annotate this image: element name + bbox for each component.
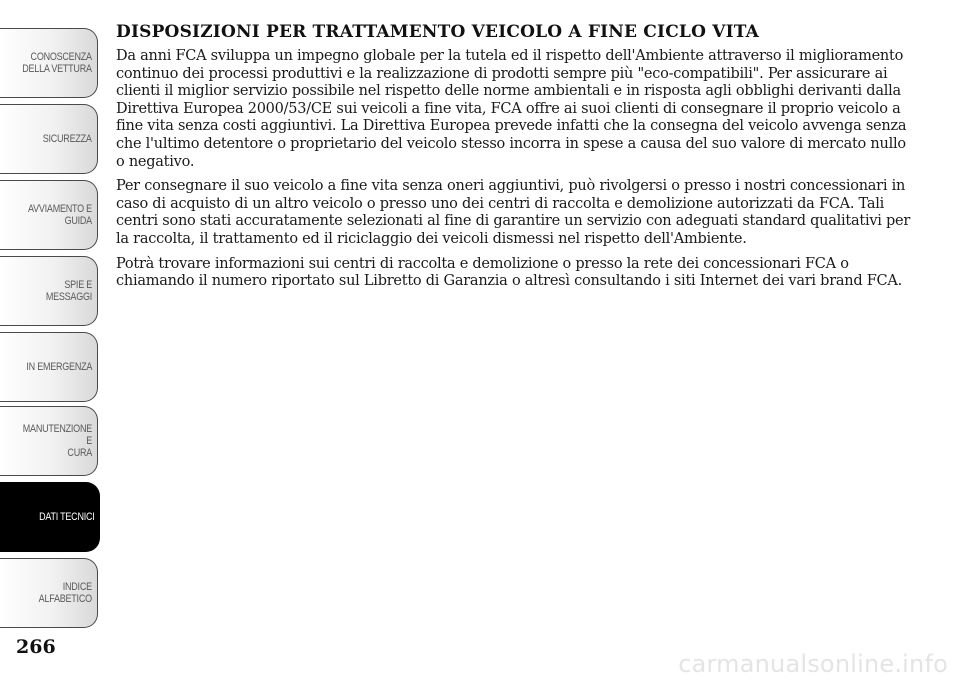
- tab-conoscenza-della-vettura[interactable]: [0, 28, 98, 98]
- tab-label: DATI TECNICI: [38, 511, 94, 523]
- page-number: 266: [16, 636, 56, 658]
- chapter-sidebar: [0, 0, 102, 640]
- tab-label: SICUREZZA: [43, 133, 92, 145]
- tab-label: AVVIAMENTO E GUIDA: [28, 203, 92, 227]
- tab-avviamento-e-guida[interactable]: [0, 180, 98, 250]
- tab-sicurezza[interactable]: [0, 104, 98, 174]
- tab-spie-e-messaggi[interactable]: [0, 256, 98, 326]
- tab-label: SPIE E MESSAGGI: [45, 279, 92, 303]
- page-content: [116, 22, 912, 298]
- tab-label: IN EMERGENZA: [26, 361, 92, 373]
- tab-label: INDICE ALFABETICO: [38, 581, 92, 605]
- watermark: carmanualsonline.info: [678, 650, 948, 678]
- tab-label: CONOSCENZA DELLA VETTURA: [22, 51, 93, 75]
- tab-manutenzione-e-cura[interactable]: [0, 406, 98, 476]
- tab-in-emergenza[interactable]: [0, 332, 98, 402]
- body-paragraph: Per consegnare il suo veicolo a fine vita senza oneri aggiuntivi, può rivolgersi o presso i nostri concessionari in caso di acquisto di un altro veicolo o presso uno dei centri di raccolta e demolizione autorizzati da FCA. Tali centri sono stati accuratamente selezionati al fine di garantire un servizio con adeguati standard qualitativi per la raccolta, il trattamento ed il riciclaggio dei veicoli dismessi nel rispetto dell'Ambiente.: [116, 178, 911, 247]
- body-paragraph: Potrà trovare informazioni sui centri di raccolta e demolizione o presso la rete dei concessionari FCA o chiamando il numero riportato sul Libretto di Garanzia o altresì consultando i siti Internet dei vari brand FCA.: [116, 255, 902, 290]
- body-paragraph: Da anni FCA sviluppa un impegno globale per la tutela ed il rispetto dell'Ambiente attraverso il miglioramento continuo dei processi produttivi e la realizzazione di prodotti sempre più "eco-compatibili". Per assicurare ai clienti il miglior servizio possibile nel rispetto delle norme ambientali e in risposta agli obblighi derivanti dalla Direttiva Europea 2000/53/CE sui veicoli a fine vita, FCA offre ai suoi clienti di consegnare il proprio veicolo a fine vita senza costi aggiuntivi. La Direttiva Europea prevede infatti che la consegna del veicolo avvenga senza che l'ultimo detentore o proprietario del veicolo stesso incorra in spese a causa del suo valore di mercato nullo o negativo.: [116, 48, 907, 170]
- tab-label: MANUTENZIONE E CURA: [22, 423, 92, 459]
- section-title: DISPOSIZIONI PER TRATTAMENTO VEICOLO A FINE CICLO VITA: [116, 22, 760, 42]
- tab-dati-tecnici[interactable]: [0, 482, 100, 552]
- tab-indice-alfabetico[interactable]: [0, 558, 98, 628]
